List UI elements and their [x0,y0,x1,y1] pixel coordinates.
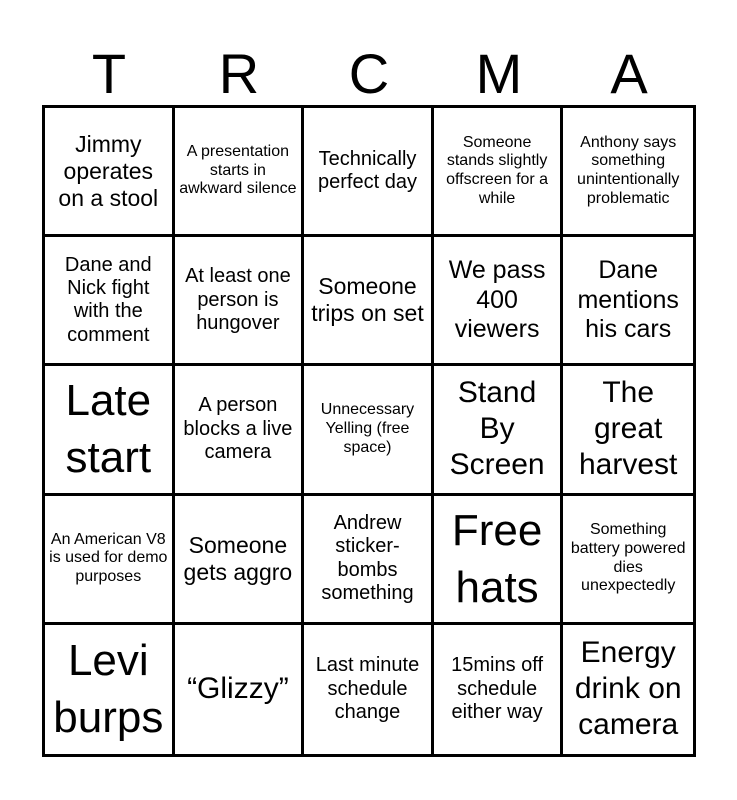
bingo-cell-free-space[interactable]: Unnecessary Yelling (free space) [304,366,434,495]
bingo-cell[interactable]: 15mins off schedule either way [434,625,564,754]
bingo-cell[interactable]: Anthony says something unintentionally problematic [563,108,693,237]
bingo-cell[interactable]: Andrew sticker-bombs something [304,496,434,625]
header-letter-a: A [610,41,648,105]
bingo-cell[interactable]: Stand By Screen [434,366,564,495]
bingo-cell[interactable]: Someone trips on set [304,237,434,366]
bingo-cell[interactable]: Technically perfect day [304,108,434,237]
header-letter-c: C [348,41,390,105]
bingo-cell[interactable]: “Glizzy” [175,625,305,754]
header-letter-m: M [475,41,523,105]
bingo-cell[interactable]: A presentation starts in awkward silence [175,108,305,237]
bingo-cell[interactable]: A person blocks a live camera [175,366,305,495]
bingo-cell[interactable]: Levi burps [45,625,175,754]
bingo-cell[interactable]: Dane and Nick fight with the comment [45,237,175,366]
bingo-header [44,40,694,106]
bingo-cell[interactable]: Dane mentions his cars [563,237,693,366]
bingo-cell[interactable]: Something battery powered dies unexpectedly [563,496,693,625]
bingo-card-grid [42,105,696,757]
header-letter-t: T [91,41,127,105]
bingo-cell[interactable]: Someone gets aggro [175,496,305,625]
bingo-cell[interactable]: Last minute schedule change [304,625,434,754]
bingo-cell[interactable]: Energy drink on camera [574,636,682,742]
bingo-cell[interactable]: We pass 400 viewers [434,237,564,366]
bingo-cell[interactable]: At least one person is hungover [175,237,305,366]
bingo-cell[interactable]: An American V8 is used for demo purposes [45,496,175,625]
bingo-cell[interactable]: The great harvest [563,366,693,495]
bingo-cell[interactable]: Free hats [434,496,564,625]
bingo-cell[interactable]: Someone stands slightly offscreen for a while [434,108,564,237]
bingo-cell[interactable]: Late start [45,366,175,495]
header-letter-r: R [218,41,260,105]
bingo-cell[interactable]: Jimmy operates on a stool [45,108,175,237]
